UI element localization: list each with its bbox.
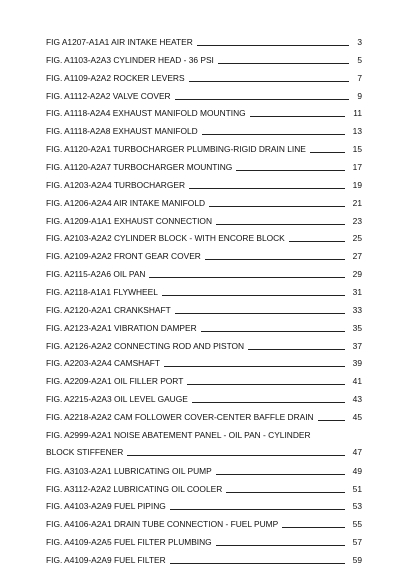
toc-leader-line: [189, 188, 345, 189]
table-of-contents: [46, 37, 362, 573]
toc-entry[interactable]: [46, 305, 362, 315]
toc-entry[interactable]: [46, 126, 362, 136]
toc-entry-title: FIG. A2215-A2A3 OIL LEVEL GAUGE: [46, 394, 188, 405]
toc-entry-title: FIG. A2209-A2A1 OIL FILLER PORT: [46, 376, 184, 387]
toc-leader-line: [187, 384, 344, 385]
toc-entry[interactable]: [46, 269, 362, 279]
toc-entry-page: 49: [352, 465, 362, 476]
toc-entry[interactable]: [46, 430, 362, 458]
toc-leader-line: [318, 420, 345, 421]
toc-leader-line: [282, 527, 344, 528]
toc-entry-title: FIG. A1112-A2A2 VALVE COVER: [46, 90, 171, 101]
toc-entry-page: 21: [352, 197, 362, 208]
toc-entry-page: 41: [352, 376, 362, 387]
toc-leader-line: [310, 152, 345, 153]
toc-entry-page: 7: [357, 72, 362, 83]
toc-entry[interactable]: [46, 394, 362, 404]
toc-leader-line: [197, 45, 350, 46]
toc-entry-page: 19: [352, 179, 362, 190]
toc-entry-title: FIG. A1206-A2A4 AIR INTAKE MANIFOLD: [46, 197, 206, 208]
toc-leader-line: [205, 259, 345, 260]
toc-entry-page: 15: [352, 144, 362, 155]
toc-entry[interactable]: [46, 37, 362, 47]
toc-entry-title: FIG. A1109-A2A2 ROCKER LEVERS: [46, 72, 185, 83]
toc-leader-line: [289, 241, 345, 242]
toc-entry[interactable]: [46, 198, 362, 208]
toc-entry-title: FIG. A3112-A2A2 LUBRICATING OIL COOLER: [46, 483, 223, 494]
toc-entry-page: 17: [352, 162, 362, 173]
toc-entry-page: 47: [352, 446, 362, 457]
toc-entry[interactable]: [46, 519, 362, 529]
toc-entry[interactable]: [46, 233, 362, 243]
toc-leader-line: [170, 563, 345, 564]
toc-entry-title: FIG. A2118-A1A1 FLYWHEEL: [46, 287, 158, 298]
toc-entry-page: 35: [352, 322, 362, 333]
toc-entry-title: FIG A1207-A1A1 AIR INTAKE HEATER: [46, 37, 193, 47]
toc-entry-page: 9: [357, 90, 362, 101]
toc-entry-title: FIG. A2103-A2A2 CYLINDER BLOCK - WITH ENCORE BLOCK: [46, 233, 285, 244]
toc-entry-title: FIG. A2203-A2A4 CAMSHAFT: [46, 358, 161, 369]
toc-leader-line: [127, 455, 344, 456]
toc-entry-page: 11: [353, 108, 362, 119]
toc-entry-page: 13: [352, 126, 362, 137]
toc-entry[interactable]: [46, 466, 362, 476]
toc-entry-page: 31: [352, 287, 362, 298]
toc-entry-title: FIG. A2123-A2A1 VIBRATION DAMPER: [46, 322, 197, 333]
toc-leader-line: [162, 295, 345, 296]
toc-entry-page: 3: [357, 37, 362, 47]
toc-entry[interactable]: [46, 341, 362, 351]
toc-entry-page: 55: [352, 519, 362, 530]
toc-leader-line: [170, 509, 345, 510]
toc-entry-page: 59: [352, 555, 362, 566]
toc-entry-title: FIG. A1120-A2A7 TURBOCHARGER MOUNTING: [46, 162, 233, 173]
toc-leader-line: [226, 492, 344, 493]
toc-entry[interactable]: [46, 376, 362, 386]
toc-entry[interactable]: [46, 91, 362, 101]
toc-entry-page: 5: [357, 54, 362, 65]
toc-entry[interactable]: [46, 251, 362, 261]
toc-leader-line: [149, 277, 344, 278]
toc-entry[interactable]: [46, 501, 362, 511]
toc-leader-line: [189, 81, 350, 82]
toc-entry-title: FIG. A4103-A2A9 FUEL PIPING: [46, 501, 166, 512]
toc-entry[interactable]: [46, 555, 362, 565]
toc-entry-title: FIG. A1103-A2A3 CYLINDER HEAD - 36 PSI: [46, 54, 214, 65]
toc-entry-page: 25: [352, 233, 362, 244]
toc-entry-page: 29: [352, 269, 362, 280]
toc-leader-line: [216, 474, 345, 475]
toc-leader-line: [201, 331, 345, 332]
toc-entry[interactable]: [46, 537, 362, 547]
toc-entry[interactable]: [46, 287, 362, 297]
toc-entry-title: FIG. A2218-A2A2 CAM FOLLOWER COVER-CENTER BAFFLE DRAIN: [46, 412, 314, 423]
toc-leader-line: [216, 545, 345, 546]
toc-entry-title: FIG. A2120-A2A1 CRANKSHAFT: [46, 304, 171, 315]
toc-entry-page: 53: [352, 501, 362, 512]
toc-leader-line: [236, 170, 344, 171]
toc-leader-line: [218, 63, 349, 64]
toc-leader-line: [175, 99, 350, 100]
toc-entry[interactable]: [46, 216, 362, 226]
toc-entry-page: 57: [352, 537, 362, 548]
toc-leader-line: [248, 349, 345, 350]
toc-entry-title: FIG. A4106-A2A1 DRAIN TUBE CONNECTION - FUEL PUMP: [46, 519, 279, 530]
toc-entry-title: FIG. A4109-A2A9 FUEL FILTER: [46, 555, 166, 566]
toc-entry[interactable]: [46, 484, 362, 494]
toc-entry-title: FIG. A2126-A2A2 CONNECTING ROD AND PISTON: [46, 340, 245, 351]
toc-entry[interactable]: [46, 73, 362, 83]
toc-entry-title-continued: BLOCK STIFFENER: [46, 446, 124, 457]
toc-entry-page: 45: [352, 412, 362, 423]
toc-leader-line: [164, 366, 345, 367]
toc-entry-title: FIG. A4109-A2A5 FUEL FILTER PLUMBING: [46, 537, 212, 548]
toc-entry-title: FIG. A1120-A2A1 TURBOCHARGER PLUMBING-RIGID DRAIN LINE: [46, 144, 306, 155]
toc-entry-page: 39: [352, 358, 362, 369]
toc-leader-line: [250, 116, 346, 117]
toc-entry-title: FIG. A2999-A2A1 NOISE ABATEMENT PANEL - OIL PAN - CYLINDER: [46, 429, 311, 440]
toc-entry-page: 33: [352, 304, 362, 315]
toc-entry[interactable]: [46, 55, 362, 65]
toc-entry[interactable]: [46, 358, 362, 368]
toc-leader-line: [192, 402, 345, 403]
toc-entry-title: FIG. A1209-A1A1 EXHAUST CONNECTION: [46, 215, 212, 226]
toc-entry-title: FIG. A1203-A2A4 TURBOCHARGER: [46, 179, 186, 190]
toc-entry-page: 51: [352, 483, 362, 494]
toc-entry-title: FIG. A3103-A2A1 LUBRICATING OIL PUMP: [46, 465, 212, 476]
toc-entry-page: 23: [352, 215, 362, 226]
toc-entry[interactable]: [46, 108, 362, 118]
toc-entry-title: FIG. A2109-A2A2 FRONT GEAR COVER: [46, 251, 201, 262]
toc-entry-page: 27: [352, 251, 362, 262]
toc-entry-title: FIG. A2115-A2A6 OIL PAN: [46, 269, 146, 280]
toc-entry-page: 37: [352, 340, 362, 351]
toc-leader-line: [216, 224, 345, 225]
toc-entry[interactable]: [46, 323, 362, 333]
toc-entry-title: FIG. A1118-A2A4 EXHAUST MANIFOLD MOUNTING: [46, 108, 246, 119]
toc-leader-line: [209, 206, 345, 207]
toc-leader-line: [175, 313, 345, 314]
toc-entry-page: 43: [352, 394, 362, 405]
toc-leader-line: [202, 134, 345, 135]
toc-entry[interactable]: [46, 162, 362, 172]
toc-entry[interactable]: [46, 180, 362, 190]
toc-entry[interactable]: [46, 412, 362, 422]
toc-entry-title: FIG. A1118-A2A8 EXHAUST MANIFOLD: [46, 126, 198, 137]
toc-entry[interactable]: [46, 144, 362, 154]
